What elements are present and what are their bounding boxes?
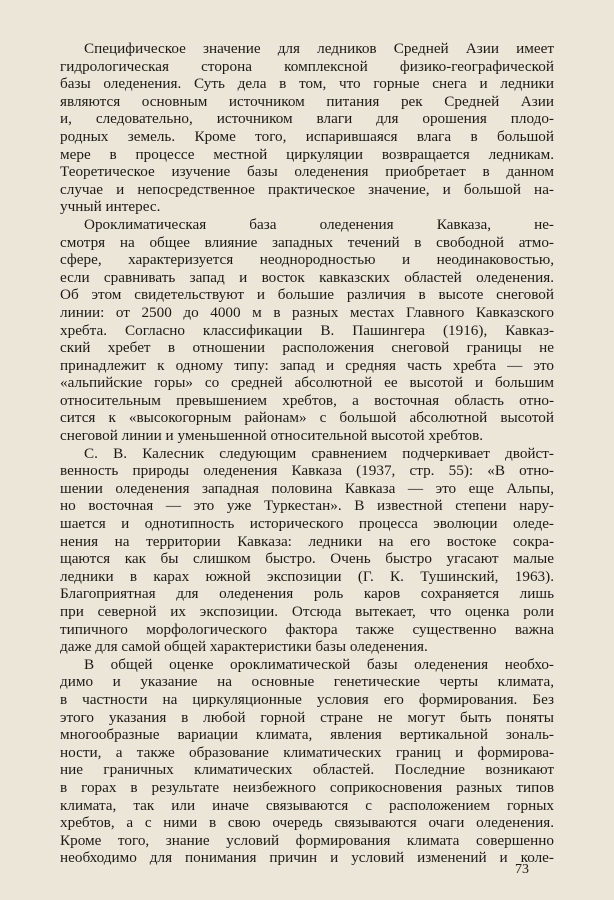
text-line: этого указания в любой горной стране не могут быть поняты [60,708,554,726]
text-line: родных земель. Кроме того, испарившаяся влага в большой [60,127,554,145]
page-number: 73 [515,862,529,877]
text-line: и, следовательно, источником влаги для орошения плодо- [60,110,554,128]
text-line: даже для самой общей характеристики базы оледенения. [60,638,428,656]
text-line: климата, так или иначе связываются с расположением горных [60,796,554,814]
text-line: шается и однотипность исторического процесса эволюции оледе- [60,515,554,533]
text-line: типичного морфологического фактора также существенно важна [60,620,554,638]
text-line: хребта. Согласно классификации В. Пашингера (1916), Кавказ- [60,321,554,339]
text-line: многообразные вариации климата, явления вертикальной зональ- [60,726,554,744]
text-line: но восточная — это уже Туркестан». В известной степени нару- [60,497,554,515]
text-line: учный интерес. [60,198,161,216]
text-line: Кроме того, знание условий формирования климата совершенно [60,831,554,849]
text-line: «альпийские горы» со средней абсолютной ее высотой и большим [60,374,554,392]
text-line: линии: от 2500 до 4000 м в разных местах Главного Кавказского [60,303,554,321]
page-text [60,40,554,867]
text-line: необходимо для понимания причин и условий изменений и коле- [60,849,554,867]
text-line: щаются как бы слишком быстро. Очень быстро угасают малые [60,550,554,568]
text-line: Благоприятная для оледенения роль каров сохраняется лишь [60,585,554,603]
text-line: ледники в карах южной экспозиции (Г. К. Тушинский, 1963). [60,567,554,585]
text-line: в горах в результате неизбежного соприкосновения разных типов [60,778,554,796]
text-line: сится к «высокогорным районам» с большой абсолютной высотой [60,409,554,427]
text-line: сфере, характеризуется неоднородностью и неодинаковостью, [60,251,554,269]
text-line: Теоретическое изучение базы оледенения приобретает в данном [60,163,554,181]
text-line: базы оледенения. Суть дела в том, что горные снега и ледники [60,75,554,93]
text-line: Об этом свидетельствуют и большие различия в высоте снеговой [60,286,554,304]
text-line: венность природы оледенения Кавказа (1937, стр. 55): «В отно- [60,462,554,480]
text-line: случае и непосредственное практическое значение, и большой на- [60,180,554,198]
text-line: относительным превышением хребтов, а восточная область отно- [60,391,554,409]
text-line: принадлежит к одному типу: запад и средняя часть хребта — это [60,356,554,374]
text-line: мере в процессе местной циркуляции возвращается ледникам. [60,145,554,163]
text-line: Специфическое значение для ледников Средней Азии имеет [84,40,554,57]
text-line: С. В. Калесник следующим сравнением подчеркивает двойст- [84,444,554,462]
text-line: В общей оценке ороклиматической базы оледенения необхо- [84,655,554,673]
text-line: хребтов, а с ними в свою очередь связываются очаги оледенения. [60,814,554,832]
text-line: димо и указание на основные генетические черты климата, [60,673,554,691]
text-line: снеговой линии и уменьшенной относительной высотой хребтов. [60,427,484,445]
text-line: ский хребет в отношении расположения снеговой границы не [60,339,554,357]
text-line: нения на территории Кавказа: ледники на его востоке сокра- [60,532,554,550]
text-line: в частности на циркуляционные условия его формирования. Без [60,690,554,708]
text-line: гидрологическая сторона комплексной физико-географической [60,57,554,75]
text-line: при северной их экспозиции. Отсюда вытекает, что оценка роли [60,603,554,620]
text-line: ности, а также образование климатических границ и формирова- [60,743,554,761]
text-line: Ороклиматическая база оледенения Кавказа, не- [84,215,554,233]
text-line: ние граничных климатических областей. Последние возникают [60,761,554,779]
text-line: шении оледенения западная половина Кавказа — это еще Альпы, [60,479,554,497]
text-line: если сравнивать запад и восток кавказских областей оледенения. [60,268,554,286]
text-line: смотря на общее влияние западных течений в свободной атмо- [60,233,554,251]
text-line: являются основным источником питания рек Средней Азии [60,92,554,110]
